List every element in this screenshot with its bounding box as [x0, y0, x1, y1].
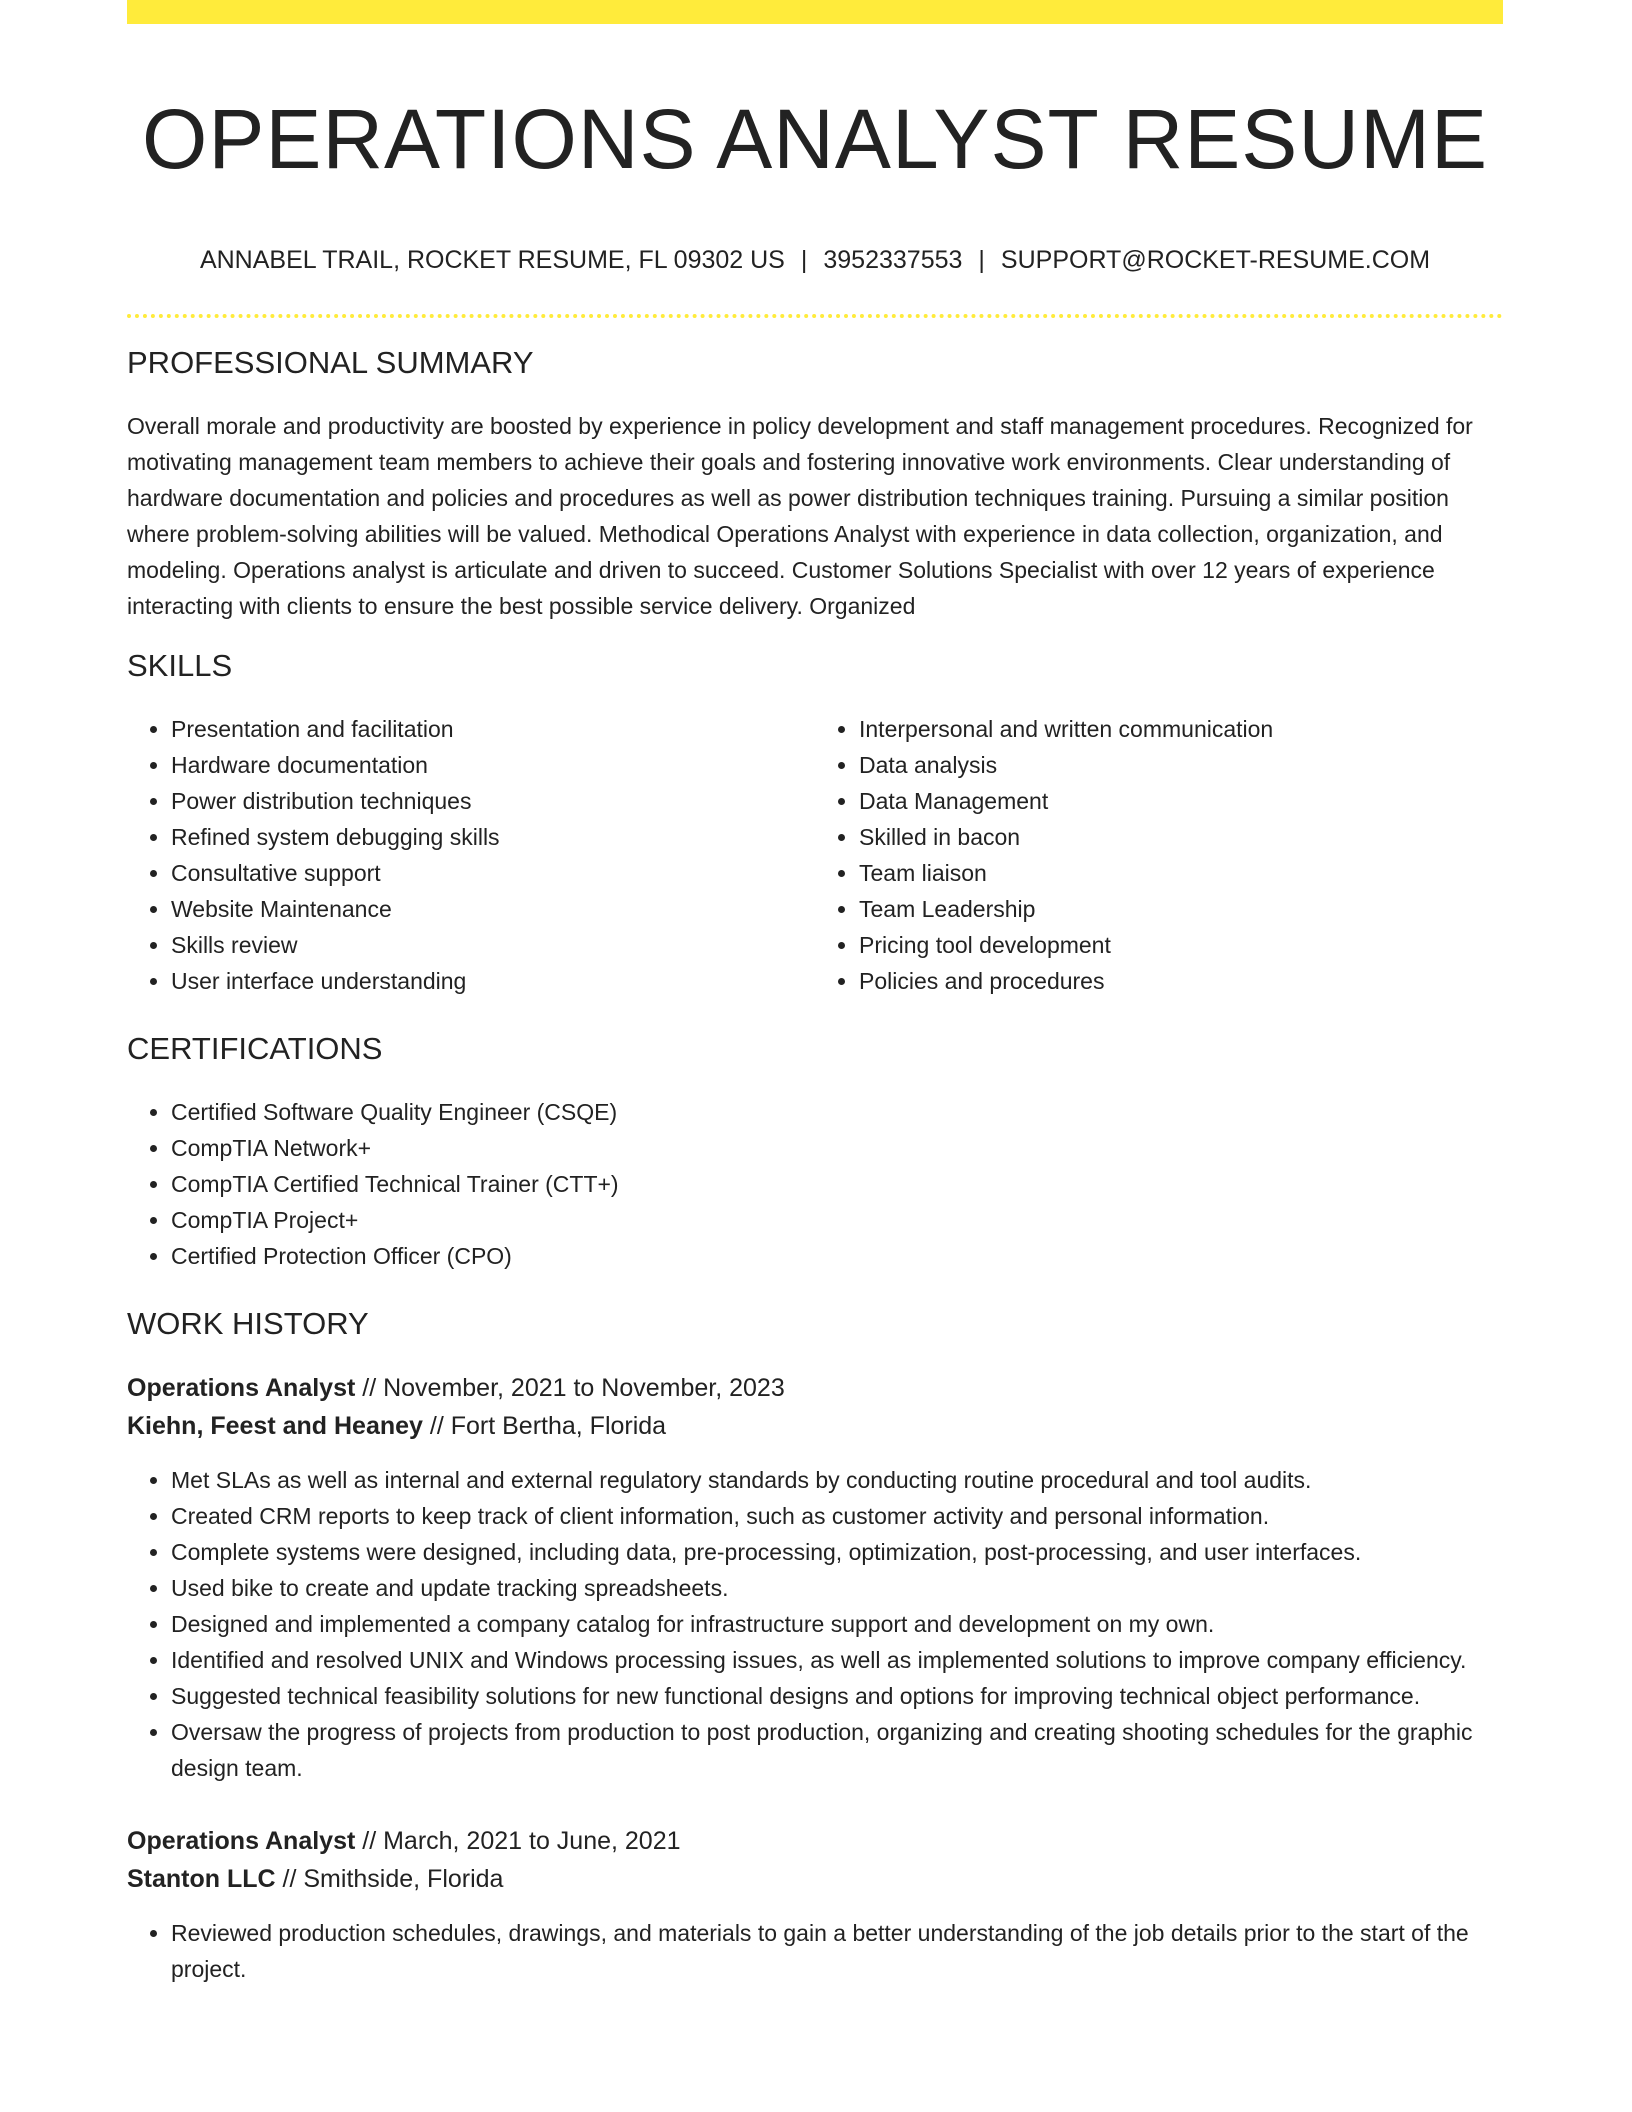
resume-title: OPERATIONS ANALYST RESUME [142, 92, 1488, 186]
skill-item: • Skills review [171, 927, 815, 963]
job-bullet: • Created CRM reports to keep track of client information, such as customer activity and personal information. [171, 1498, 1503, 1534]
job-title-line [127, 1369, 1503, 1407]
job-title-line [127, 1822, 1503, 1860]
job-entry [127, 1369, 1503, 1786]
certification-item: • CompTIA Certified Technical Trainer (CTT+) [171, 1166, 1503, 1202]
job-company-line [127, 1407, 1503, 1445]
certification-item: • CompTIA Network+ [171, 1130, 1503, 1166]
certification-item: • CompTIA Project+ [171, 1202, 1503, 1238]
job-location: // Fort Bertha, Florida [429, 1412, 667, 1440]
certifications-heading: CERTIFICATIONS [127, 1031, 383, 1066]
job-title: Operations Analyst [127, 1827, 356, 1855]
skill-item: • Team Leadership [859, 891, 1503, 927]
job-bullet: • Designed and implemented a company catalog for infrastructure support and development on my own. [171, 1606, 1503, 1642]
job-title: Operations Analyst [127, 1374, 356, 1402]
summary-text: Overall morale and productivity are boosted by experience in policy development and staff management procedures. Recognized for motivating management team members to achieve their goals and fostering innovative work environments. Clear understanding of hardware documentation and policies and procedures as well as power distribution techniques training. Pursuing a similar position where problem-solving abilities will be valued. Methodical Operations Analyst with experience in data collection, organization, and modeling. Operations analyst is articulate and driven to succeed. Customer Solutions Specialist with over 12 years of experience interacting with clients to ensure the best possible service delivery. Organized [127, 413, 1473, 619]
job-bullet: • Identified and resolved UNIX and Windows processing issues, as well as implemented solutions to improve company efficiency. [171, 1642, 1503, 1678]
contact-separator: | [800, 246, 808, 274]
job-bullet: • Suggested technical feasibility solutions for new functional designs and options for improving technical object performance. [171, 1678, 1503, 1714]
skill-item: • Hardware documentation [171, 747, 815, 783]
skill-item: • Policies and procedures [859, 963, 1503, 999]
skill-item: • User interface understanding [171, 963, 815, 999]
job-bullet: • Reviewed production schedules, drawings, and materials to gain a better understanding of the job details prior to the start of the project. [171, 1915, 1503, 1987]
skill-item: • Power distribution techniques [171, 783, 815, 819]
contact-email[interactable]: SUPPORT@ROCKET-RESUME.COM [1000, 246, 1431, 274]
certifications-section [127, 1029, 1503, 1274]
job-bullet: • Complete systems were designed, including data, pre-processing, optimization, post-processing, and user interfaces. [171, 1534, 1503, 1570]
work-history-section [127, 1304, 1503, 1987]
skill-item: • Interpersonal and written communication [859, 711, 1503, 747]
skills-list-left [127, 711, 815, 999]
accent-bar [127, 0, 1503, 24]
skills-section [127, 646, 1503, 999]
job-entry [127, 1822, 1503, 1987]
job-dates: // March, 2021 to June, 2021 [362, 1827, 681, 1855]
certification-item: • Certified Software Quality Engineer (CSQE) [171, 1094, 1503, 1130]
certifications-list [127, 1094, 1503, 1274]
job-bullet: • Used bike to create and update tracking spreadsheets. [171, 1570, 1503, 1606]
skills-columns [127, 711, 1503, 999]
job-company-line [127, 1860, 1503, 1898]
skill-item: • Data Management [859, 783, 1503, 819]
certification-item: • Certified Protection Officer (CPO) [171, 1238, 1503, 1274]
job-bullet: • Oversaw the progress of projects from production to post production, organizing and creating shooting schedules for the graphic design team. [171, 1714, 1503, 1786]
job-bullets [127, 1915, 1503, 1987]
skills-list-right [815, 711, 1503, 999]
dotted-divider [127, 314, 1503, 318]
skill-item: • Data analysis [859, 747, 1503, 783]
job-company: Stanton LLC [127, 1865, 276, 1893]
skill-item: • Pricing tool development [859, 927, 1503, 963]
contact-separator: | [978, 246, 985, 274]
skill-item: • Skilled in bacon [859, 819, 1503, 855]
summary-heading: PROFESSIONAL SUMMARY [127, 345, 534, 380]
job-dates: // November, 2021 to November, 2023 [362, 1374, 785, 1402]
work-history-heading: WORK HISTORY [127, 1306, 369, 1341]
job-company: Kiehn, Feest and Heaney [127, 1412, 423, 1440]
skill-item: • Team liaison [859, 855, 1503, 891]
job-location: // Smithside, Florida [282, 1865, 504, 1893]
job-bullets [127, 1462, 1503, 1786]
resume-content [127, 24, 1503, 1987]
contact-phone: 3952337553 [823, 246, 963, 274]
skill-item: • Presentation and facilitation [171, 711, 815, 747]
skill-item: • Website Maintenance [171, 891, 815, 927]
skills-heading: SKILLS [127, 648, 233, 683]
contact-address: ANNABEL TRAIL, ROCKET RESUME, FL 09302 US [199, 246, 785, 274]
skill-item: • Refined system debugging skills [171, 819, 815, 855]
job-bullet: • Met SLAs as well as internal and external regulatory standards by conducting routine procedural and tool audits. [171, 1462, 1503, 1498]
contact-line [127, 244, 1503, 276]
summary-section [127, 343, 1503, 624]
skill-item: • Consultative support [171, 855, 815, 891]
